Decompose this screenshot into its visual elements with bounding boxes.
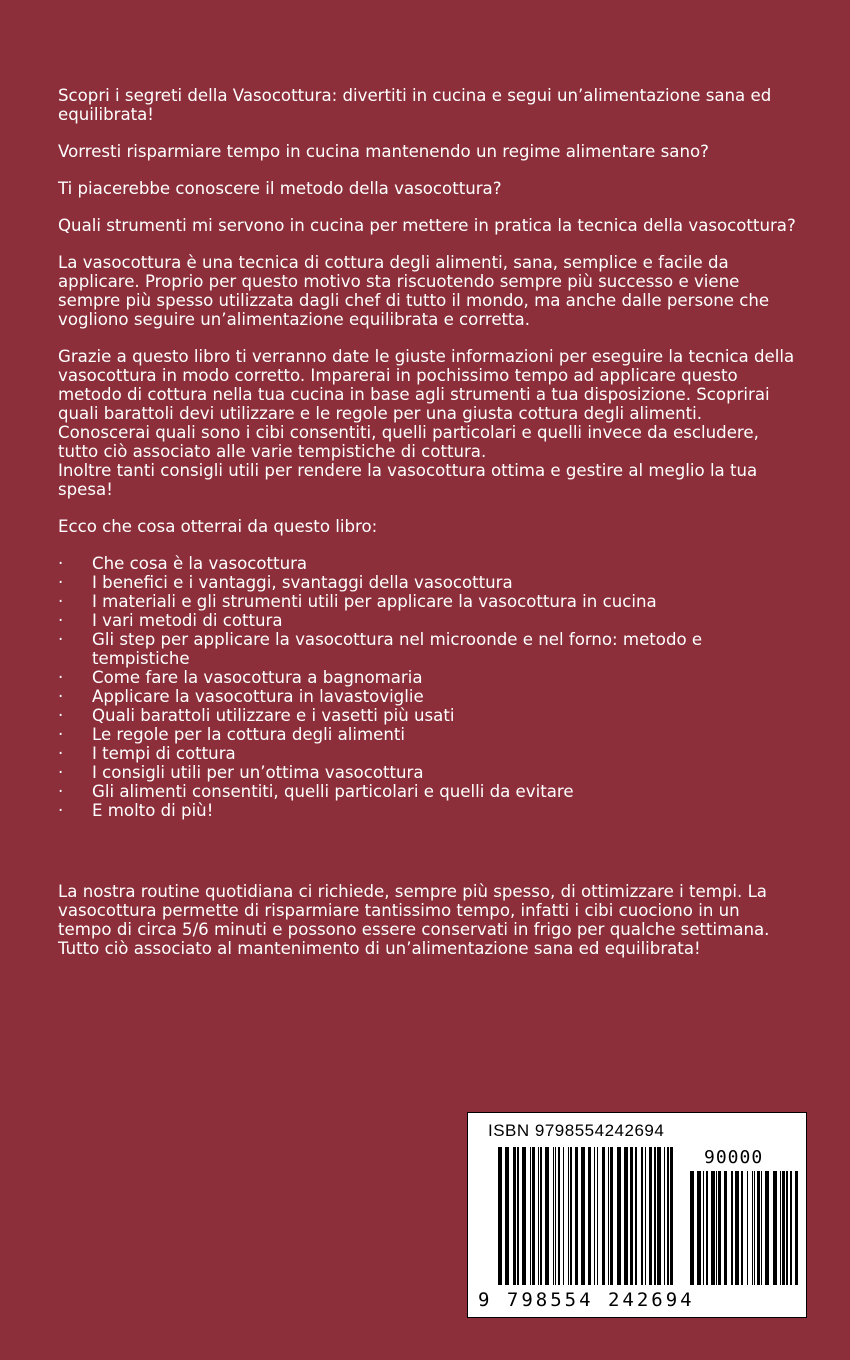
barcode-bar — [617, 1147, 621, 1285]
barcode-bars — [468, 1113, 806, 1317]
barcode-bar — [706, 1171, 708, 1285]
description-paragraph: La vasocottura è una tecnica di cottura degli alimenti, sana, semplice e facile da applicare. Proprio per questo motivo sta riscuotendo sempre più successo e viene sempre più spesso utilizzata dagli chef di tutto il mondo, ma anche dalle persone che vogliono seguire un’alimentazione equilibrata e corretta. — [58, 253, 770, 329]
barcode-bar — [635, 1147, 637, 1285]
list-item: · Gli step per applicare la vasocottura nel microonde e nel forno: metodo e tempistiche — [58, 630, 798, 668]
description-paragraph: Grazie a questo libro ti verranno date le giuste informazioni per eseguire la tecnica della vasocottura in modo corretto. Imparerai in pochissimo tempo ad applicare questo metodo di cottura nella tua cucina in base agli strumenti a tua disposizione. Scoprirai quali barattoli devi utilizzare e le regole per una giusta cottura degli alimenti. Conoscerai quali sono i cibi consentiti, quelli particolari e quelli invece da escludere, tutto ciò associato alle varie tempistiche di cottura. — [58, 347, 795, 461]
list-item: · I benefici e i vantaggi, svantaggi della vasocottura — [58, 573, 798, 592]
barcode-bar — [568, 1147, 569, 1285]
barcode-bar — [649, 1147, 652, 1285]
closing-paragraph: La nostra routine quotidiana ci richiede, sempre più spesso, di ottimizzare i tempi. La vasocottura permette di risparmiare tantissimo tempo, infatti i cibi cuociono in un tempo di circa 5/6 minuti e possono essere conservati in frigo per qualche settimana. Tutto ciò associato al mantenimento di un’alimentazione sana ed equilibrata! — [58, 882, 770, 958]
barcode-bar — [588, 1147, 591, 1285]
list-item: · I materiali e gli strumenti utili per applicare la vasocottura in cucina — [58, 592, 798, 611]
list-item: · Che cosa è la vasocottura — [58, 554, 798, 573]
barcode-bar — [645, 1147, 646, 1285]
list-item: · Le regole per la cottura degli alimenti — [58, 725, 798, 744]
barcode-bar — [654, 1147, 656, 1285]
description-paragraph: Inoltre tanti consigli utili per rendere la vasocottura ottima e gestire al meglio la tua spesa! — [58, 461, 758, 499]
barcode-bar — [602, 1147, 605, 1285]
list-item: · Gli alimenti consentiti, quelli particolari e quelli da evitare — [58, 782, 798, 801]
barcode-bar — [532, 1147, 535, 1285]
barcode-bar — [731, 1171, 733, 1285]
barcode-bar — [716, 1171, 717, 1285]
barcode-bar — [570, 1147, 572, 1285]
barcode-bar — [670, 1147, 673, 1285]
barcode-bar — [555, 1147, 556, 1285]
list-item: · Come fare la vasocottura a bagnomaria — [58, 668, 798, 687]
barcode-bar — [563, 1147, 564, 1285]
isbn-barcode — [467, 1112, 807, 1318]
barcode-bar — [773, 1171, 777, 1285]
barcode-bar — [538, 1147, 539, 1285]
barcode-bar — [641, 1147, 643, 1285]
barcode-bar — [747, 1171, 748, 1285]
barcode-bar — [761, 1171, 762, 1285]
barcode-bar — [522, 1147, 526, 1285]
barcode-bar — [553, 1147, 554, 1285]
barcode-bar — [752, 1171, 753, 1285]
question-paragraph: Vorresti risparmiare tempo in cucina mantenendo un regime alimentare sano? — [58, 142, 709, 161]
intro-paragraph: Scopri i segreti della Vasocottura: divertiti in cucina e segui un’alimentazione sana ed equilibrata! — [58, 86, 772, 124]
barcode-bar — [597, 1147, 598, 1285]
barcode-bar — [757, 1171, 760, 1285]
barcode-bar — [718, 1171, 721, 1285]
barcode-bar — [664, 1147, 665, 1285]
barcode-bar — [782, 1171, 785, 1285]
barcode-bar — [795, 1171, 798, 1285]
isbn-label: ISBN 9798554242694 — [488, 1121, 665, 1140]
barcode-bar — [624, 1147, 628, 1285]
question-paragraph: Ti piacerebbe conoscere il metodo della vasocottura? — [58, 179, 502, 198]
barcode-bar — [703, 1171, 704, 1285]
barcode-bar — [724, 1171, 727, 1285]
barcode-bar — [517, 1147, 519, 1285]
barcode-bar — [498, 1147, 502, 1285]
barcode-bar — [735, 1171, 739, 1285]
barcode-bar — [790, 1171, 792, 1285]
barcode-bar — [530, 1147, 531, 1285]
barcode-bar — [780, 1171, 781, 1285]
back-cover-description — [58, 86, 798, 820]
list-item: · I tempi di cottura — [58, 744, 798, 763]
price-code: 90000 — [704, 1147, 764, 1168]
barcode-bar — [540, 1147, 542, 1285]
barcode-bar — [741, 1171, 743, 1285]
barcode-bar — [581, 1147, 585, 1285]
list-heading: Ecco che cosa otterrai da questo libro: — [58, 517, 378, 536]
barcode-bar — [711, 1171, 715, 1285]
barcode-bar — [545, 1147, 549, 1285]
barcode-bar — [754, 1171, 755, 1285]
barcode-bar — [608, 1147, 609, 1285]
barcode-bar — [765, 1171, 769, 1285]
barcode-bar — [594, 1147, 595, 1285]
barcode-bar — [690, 1171, 694, 1285]
barcode-bar — [575, 1147, 578, 1285]
barcode-bar — [505, 1147, 509, 1285]
question-paragraph: Quali strumenti mi servono in cucina per mettere in pratica la tecnica della vasocottura? — [58, 216, 796, 235]
list-item: · I vari metodi di cottura — [58, 611, 798, 630]
barcode-bar — [558, 1147, 560, 1285]
list-item: · E molto di più! — [58, 801, 798, 820]
barcode-bar — [667, 1147, 669, 1285]
barcode-bar — [697, 1171, 701, 1285]
barcode-bar — [657, 1147, 661, 1285]
barcode-bar — [786, 1171, 788, 1285]
list-item: · I consigli utili per un’ottima vasocottura — [58, 763, 798, 782]
barcode-bar — [513, 1147, 516, 1285]
barcode-bar — [610, 1147, 613, 1285]
list-item: · Applicare la vasocottura in lavastoviglie — [58, 687, 798, 706]
ean-digits: 9 798554 242694 — [478, 1289, 695, 1311]
barcode-bar — [630, 1147, 633, 1285]
list-item: · Quali barattoli utilizzare e i vasetti più usati — [58, 706, 798, 725]
contents-list — [58, 554, 798, 820]
